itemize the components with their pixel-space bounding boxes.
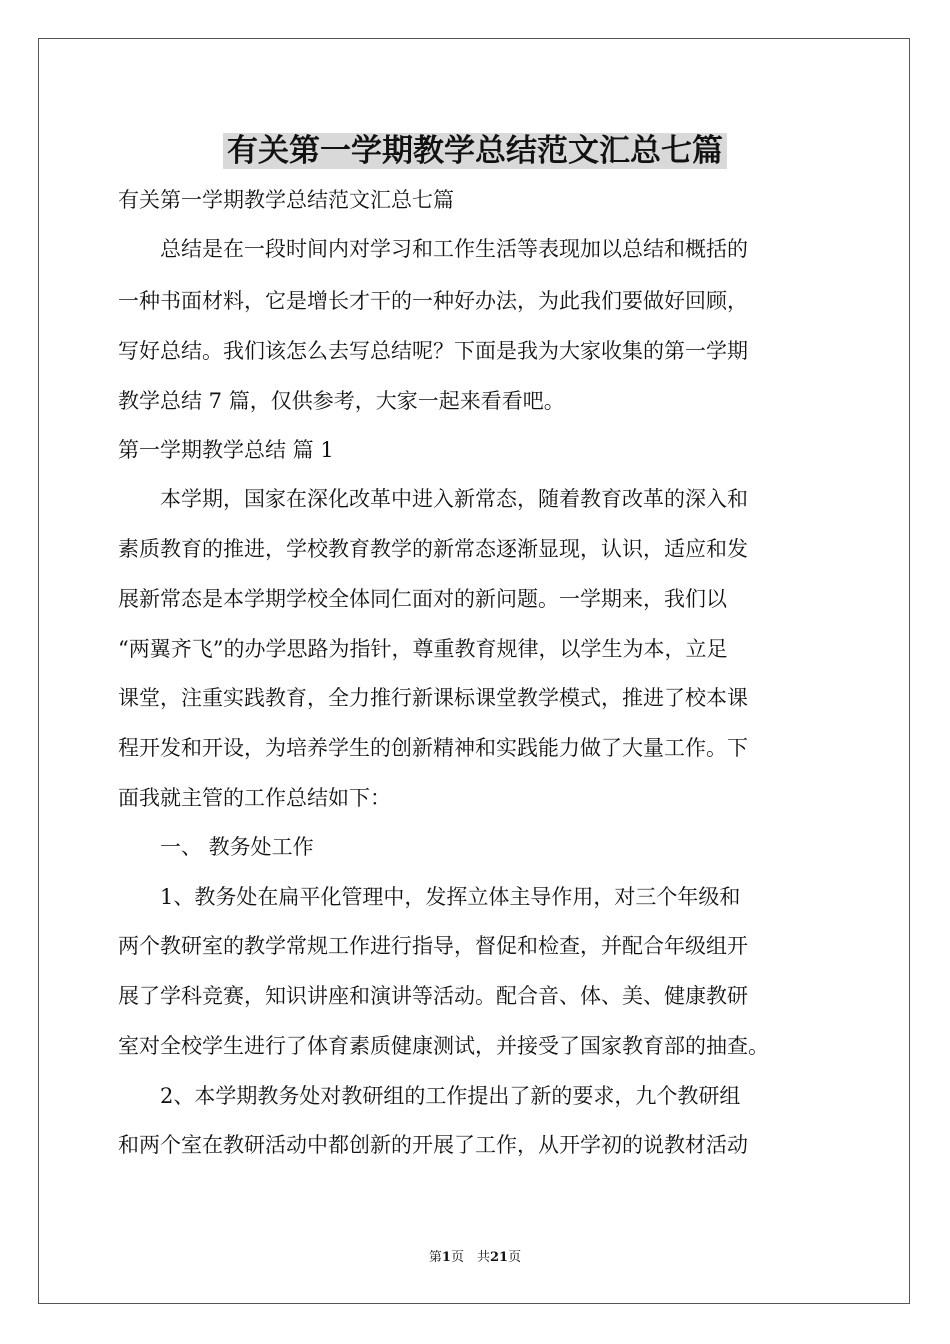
body-line: 一种书面材料，它是增长才干的一种好办法，为此我们要做好回顾， (118, 289, 748, 313)
document-title-text: 有关第一学期教学总结范文汇总七篇 (223, 133, 727, 169)
body-line: 和两个室在教研活动中都创新的开展了工作，从开学初的说教材活动 (118, 1133, 748, 1157)
page-border (38, 38, 910, 1304)
body-line: 展新常态是本学期学校全体同仁面对的新问题。一学期来，我们以 (118, 587, 727, 611)
body-line: 写好总结。我们该怎么去写总结呢？下面是我为大家收集的第一学期 (118, 339, 748, 363)
document-subtitle: 有关第一学期教学总结范文汇总七篇 (118, 188, 454, 212)
body-line: 面我就主管的工作总结如下： (118, 786, 391, 810)
subsection-heading: 一、 教务处工作 (118, 835, 314, 859)
body-line: 1、教务处在扁平化管理中，发挥立体主导作用，对三个年级和 (118, 885, 741, 909)
body-line: 程开发和开设，为培养学生的创新精神和实践能力做了大量工作。下 (118, 736, 748, 760)
body-line: 课堂，注重实践教育，全力推行新课标课堂教学模式，推进了校本课 (118, 686, 748, 710)
body-line: 2、本学期教务处对教研组的工作提出了新的要求，九个教研组 (118, 1084, 741, 1108)
footer-page-number: 1 (441, 1250, 451, 1265)
footer-total-pages: 21 (489, 1250, 509, 1265)
body-line: 教学总结 7 篇，仅供参考，大家一起来看看吧。 (118, 389, 565, 413)
body-line: 展了学科竞赛，知识讲座和演讲等活动。配合音、体、美、健康教研 (118, 984, 748, 1008)
body-line: 本学期，国家在深化改革中进入新常态，随着教育改革的深入和 (118, 487, 748, 511)
footer-middle: 页 共 (450, 1250, 490, 1265)
page-footer (0, 1246, 950, 1265)
section-heading: 第一学期教学总结 篇 1 (118, 438, 334, 462)
footer-prefix: 第 (428, 1250, 442, 1265)
document-title (0, 126, 950, 176)
body-line: 素质教育的推进，学校教育教学的新常态逐渐显现，认识，适应和发 (118, 537, 748, 561)
body-line: 总结是在一段时间内对学习和工作生活等表现加以总结和概括的 (118, 237, 748, 261)
body-line: 两个教研室的教学常规工作进行指导，督促和检查，并配合年级组开 (118, 934, 748, 958)
body-line: “两翼齐飞”的办学思路为指针，尊重教育规律，以学生为本，立足 (118, 637, 728, 661)
footer-suffix: 页 (508, 1250, 522, 1265)
body-line: 室对全校学生进行了体育素质健康测试，并接受了国家教育部的抽查。 (118, 1034, 769, 1058)
